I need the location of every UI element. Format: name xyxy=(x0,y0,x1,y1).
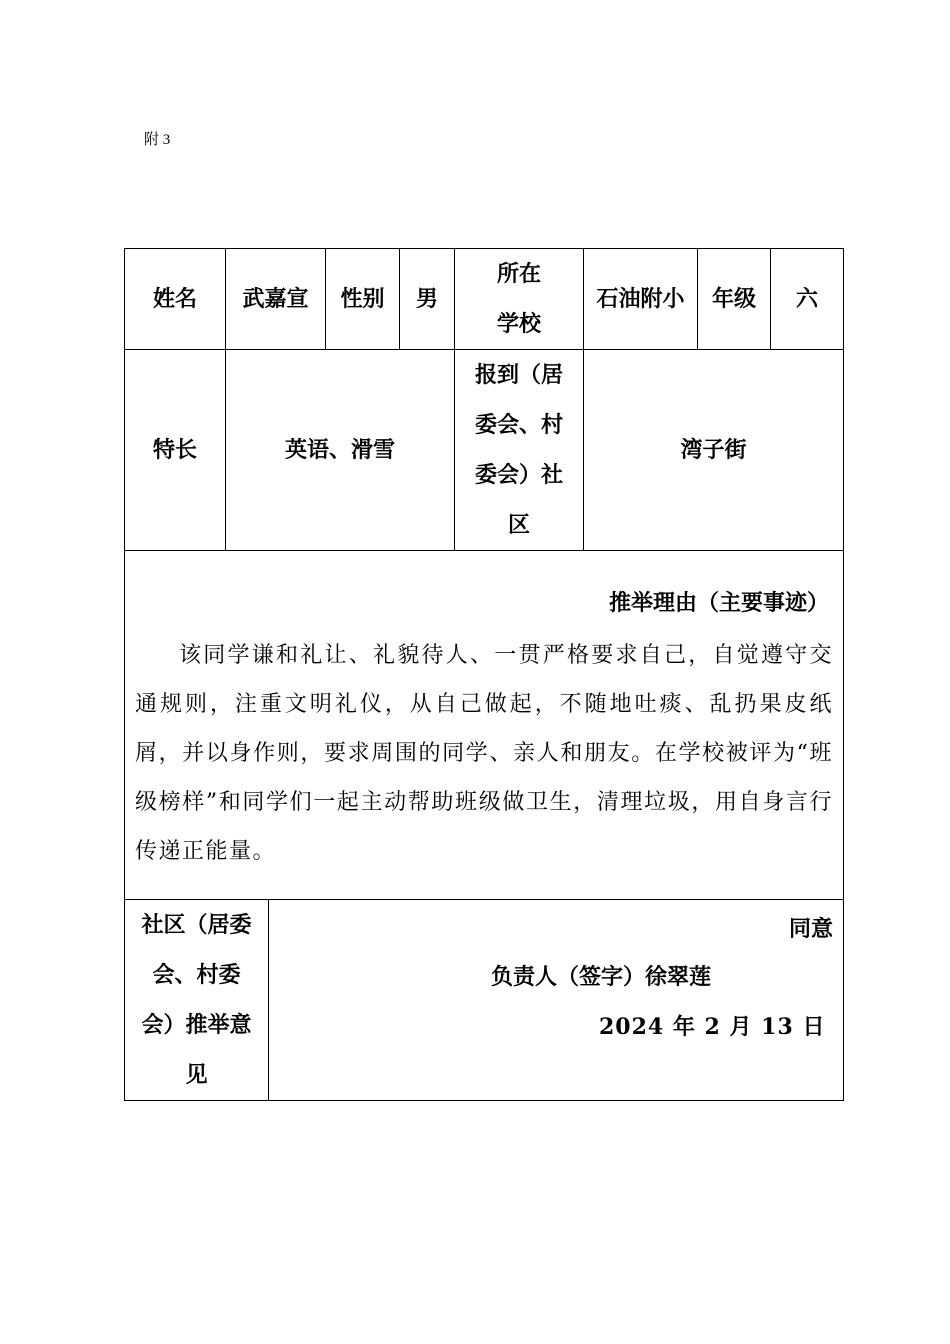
opinion-row-cell xyxy=(125,900,844,1101)
opinion-label-line4: 见 xyxy=(185,1062,208,1088)
opinion-content xyxy=(269,900,844,1100)
community-label-line3: 委会）社 xyxy=(474,462,563,488)
opinion-label-line1: 社区（居委 xyxy=(141,912,252,938)
opinion-inner-table xyxy=(125,900,843,1100)
gender-label: 性别 xyxy=(326,249,400,350)
opinion-label xyxy=(125,900,269,1100)
opinion-signature: 负责人（签字）徐翠莲 xyxy=(491,964,712,990)
opinion-agree: 同意 xyxy=(788,916,833,942)
community-value: 湾子街 xyxy=(584,350,844,551)
opinion-label-line3: 会）推举意 xyxy=(141,1012,252,1038)
name-value: 武嘉宣 xyxy=(226,249,326,350)
name-label: 姓名 xyxy=(125,249,226,350)
reason-title: 推举理由（主要事迹） xyxy=(608,590,829,616)
school-label-line2: 学校 xyxy=(496,311,541,337)
school-label-line1: 所在 xyxy=(496,261,541,287)
community-label-line2: 委会、村 xyxy=(474,412,563,438)
recommendation-form-table xyxy=(124,248,844,1101)
gender-value: 男 xyxy=(400,249,455,350)
community-label-line1: 报到（居 xyxy=(474,362,563,388)
grade-label: 年级 xyxy=(698,249,771,350)
attachment-label: 附 3 xyxy=(144,132,171,148)
school-label xyxy=(455,249,584,350)
reason-cell xyxy=(125,551,844,900)
community-label-line4: 区 xyxy=(507,512,530,538)
opinion-label-line2: 会、村委 xyxy=(152,962,241,988)
specialty-label: 特长 xyxy=(125,350,226,551)
grade-value: 六 xyxy=(771,249,844,350)
school-value: 石油附小 xyxy=(584,249,698,350)
specialty-value: 英语、滑雪 xyxy=(226,350,455,551)
community-label xyxy=(455,350,584,551)
opinion-date: 2024 年 2 月 13 日 xyxy=(599,1014,826,1040)
reason-text: 该同学谦和礼让、礼貌待人、一贯严格要求自己，自觉遵守交通规则，注重文明礼仪，从自己做起，不随地吐痰、乱扔果皮纸屑，并以身作则，要求周围的同学、亲人和朋友。在学校被评为“班级榜样”和同学们一起主动帮助班级做卫生，清理垃圾，用自身言行传递正能量。 xyxy=(135,643,833,864)
